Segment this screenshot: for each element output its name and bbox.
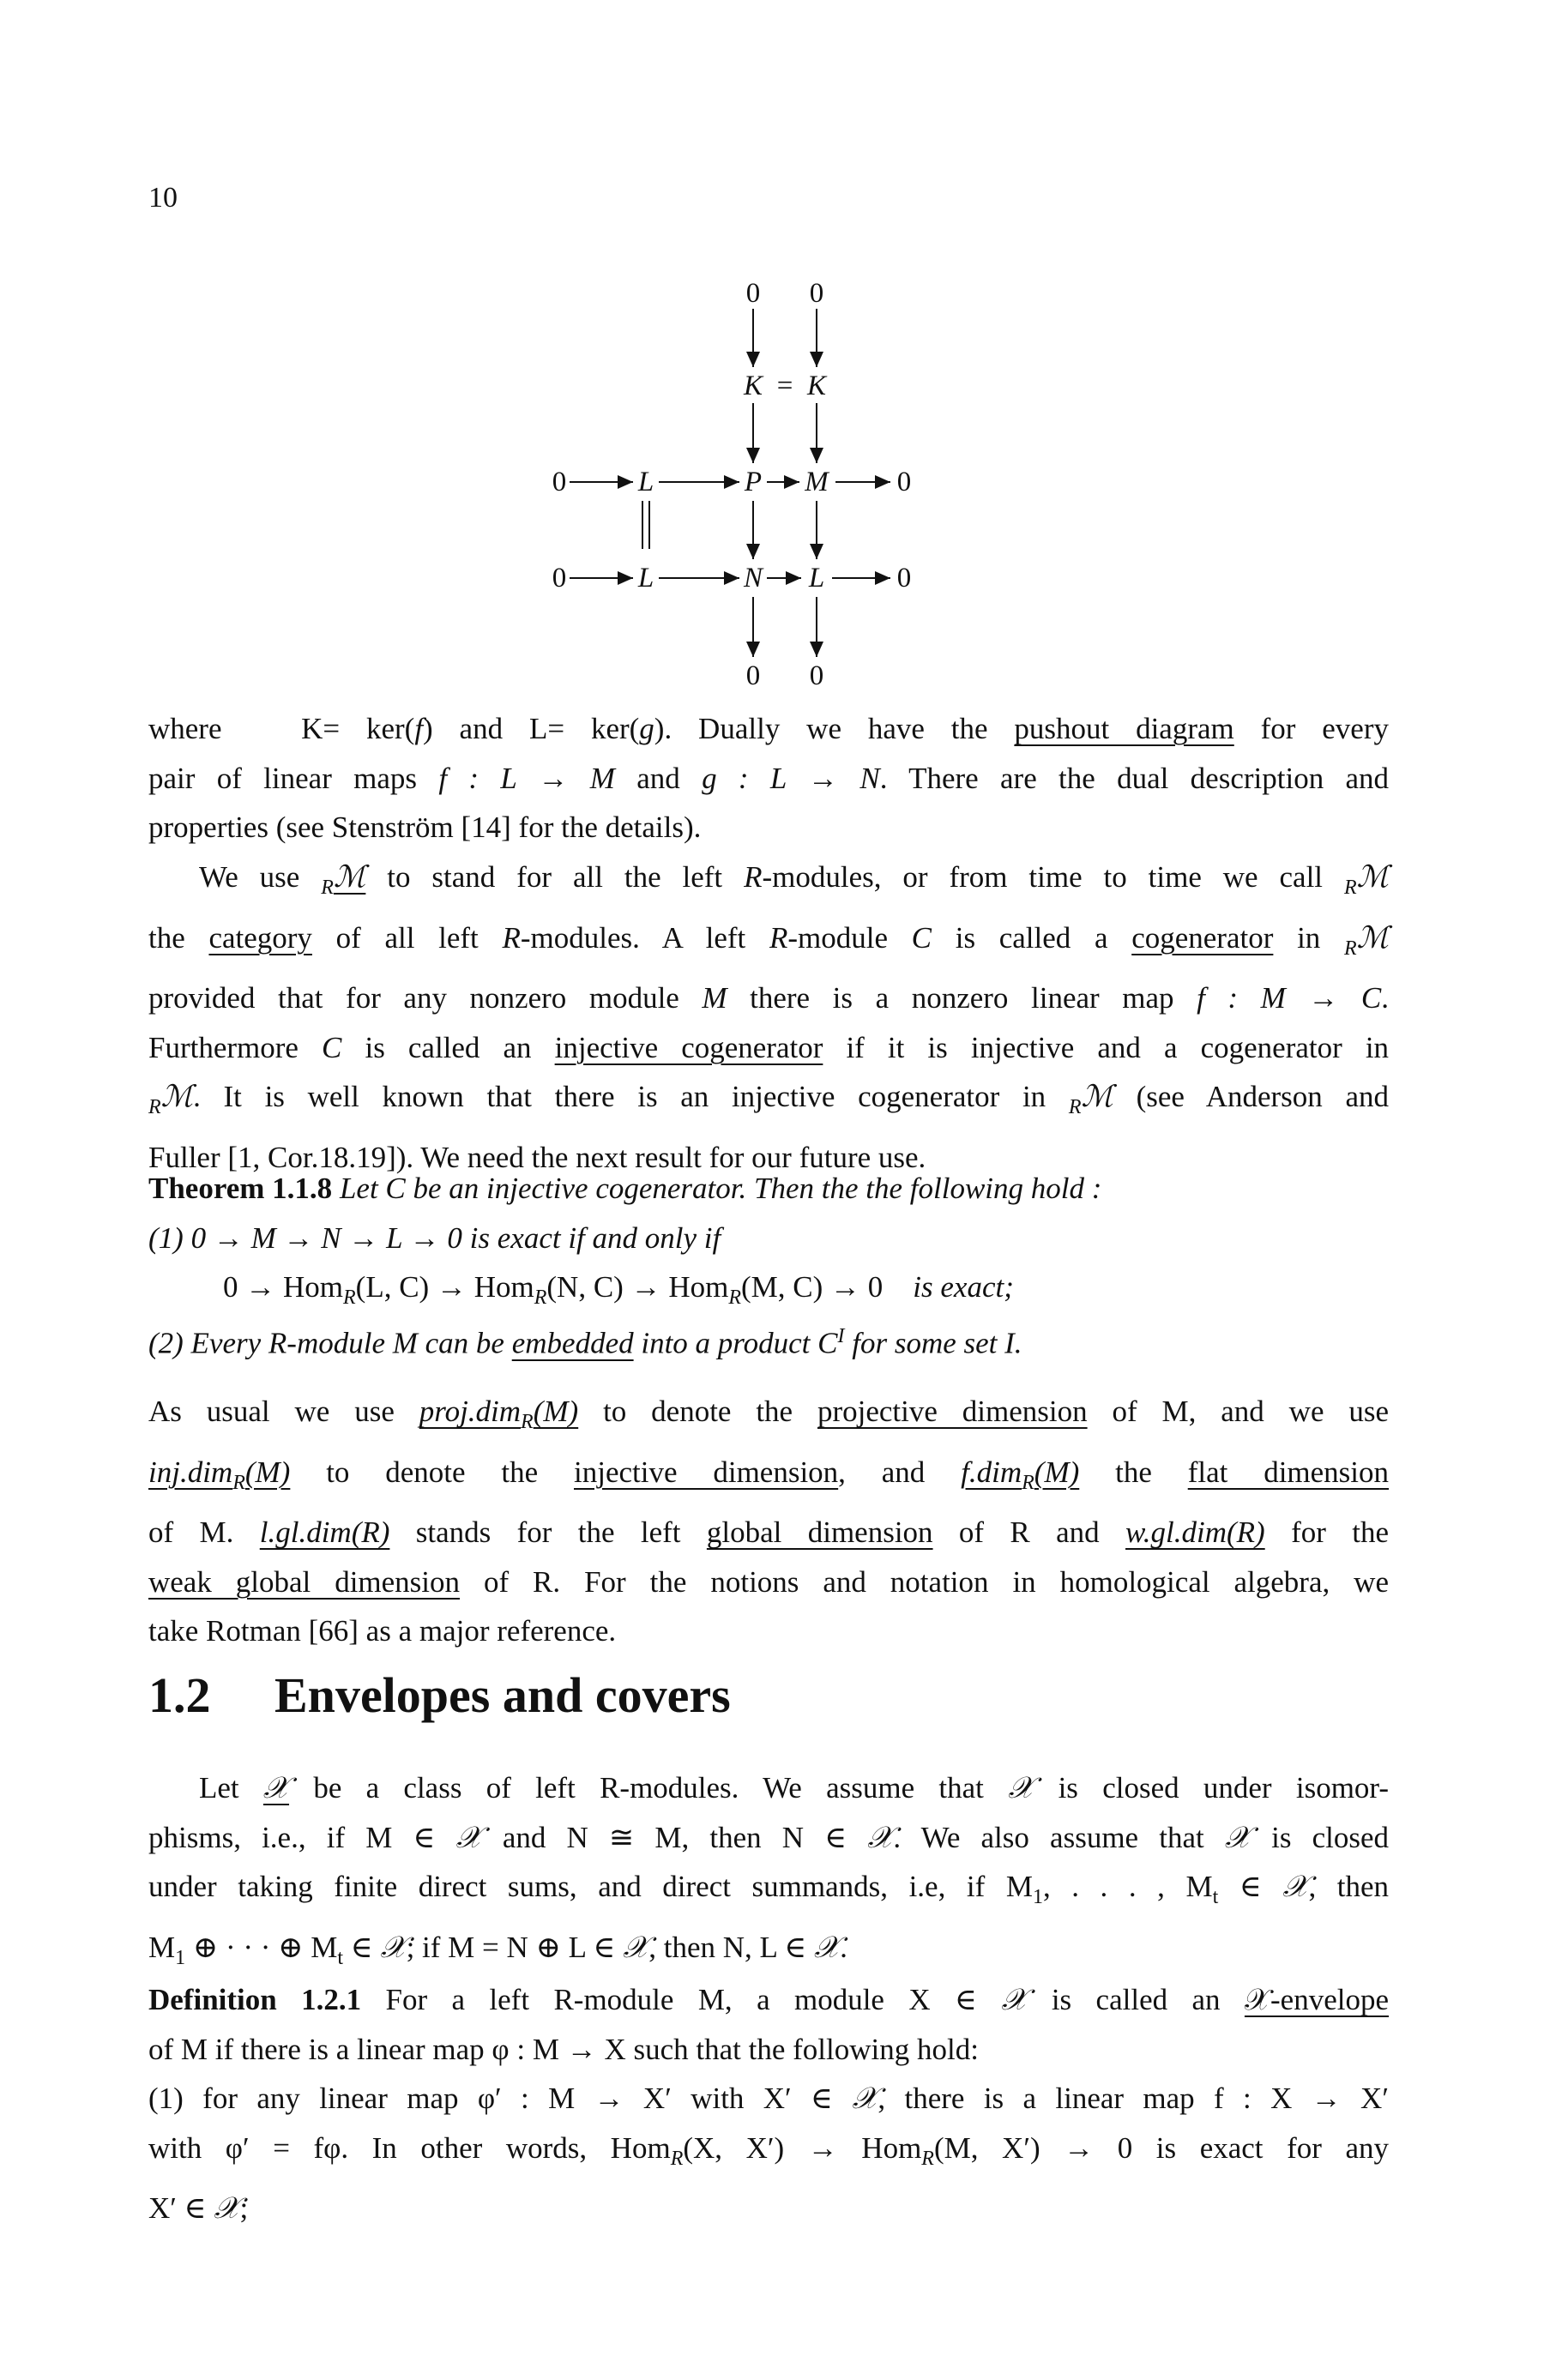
term-weak-global-dimension: weak global dimension <box>148 1564 461 1599</box>
paragraph-class-x: Let 𝒳 be a class of left R-modules. We assume that 𝒳 is closed under isomor- phisms, i.e., if M ∈ 𝒳 and N ≅ M, then N ∈ 𝒳. We also assume that 𝒳 is closed under taking finite direct sums, and direct summands, i.e, if $M_1$, . . . , $M_t$ ∈ 𝒳, then $M_1$ ⊕ · · · ⊕ $M_t$ ∈ 𝒳; if M = N ⊕ L ∈ 𝒳, then N, L ∈ 𝒳. <box>148 1771 1390 1969</box>
diagram-L-row1: L <box>637 467 654 497</box>
term-x-envelope: 𝒳-envelope <box>1244 1983 1390 2016</box>
theorem-hom-sequence: 0 → Hom$_R$(L, C) → Hom$_R$(N, C) → Hom$_R$(M, C) → 0 is exact; <box>223 1270 1014 1309</box>
term-embedded: embedded <box>511 1326 634 1360</box>
definition-label: Definition 1.2.1 <box>148 1983 362 2016</box>
theorem-item-2: (2) Every R-module M can be embedded into a product $C^I$ for some set I. <box>148 1325 1022 1360</box>
diagram-equals: = <box>776 371 793 401</box>
diagram-zero-top-right: 0 <box>809 278 824 309</box>
term-global-dimension: global dimension <box>706 1515 933 1550</box>
commutative-diagram <box>540 257 1021 703</box>
term-cogenerator: cogenerator <box>1131 920 1274 955</box>
diagram-zero-row1-left: 0 <box>552 467 567 497</box>
term-category: category <box>208 920 312 955</box>
paragraph-pushout: where K= ker(f) and L= ker(g). Dually we have the pushout diagram for every pair of linear maps f : L → M and g : L → N. There are the dual description and properties (see Stenström [14] for the details). <box>148 712 1390 845</box>
diagram-zero-top-left: 0 <box>745 278 761 309</box>
section-heading: 1.2 Envelopes and covers <box>148 1667 731 1723</box>
diagram-zero-row2-right: 0 <box>896 563 912 593</box>
term-injective-cogenerator: injective cogenerator <box>554 1030 823 1064</box>
diagram-zero-bottom-left: 0 <box>745 660 761 691</box>
diagram-K-right: K <box>806 371 827 401</box>
diagram-zero-row2-left: 0 <box>552 563 567 593</box>
term-pushout-diagram: pushout diagram <box>1014 712 1234 745</box>
theorem-label: Theorem 1.1.8 <box>148 1172 333 1205</box>
diagram-N: N <box>743 563 763 593</box>
theorem-1-1-8: Theorem 1.1.8 Let C be an injective cogenerator. Then the the following hold : (1) 0 → M → N → L → 0 is exact if and only if <box>148 1172 1102 1255</box>
diagram-zero-bottom-right: 0 <box>809 660 824 691</box>
paragraph-dimensions: As usual we use proj.dim$_R$(M) to denote the projective dimension of M, and we use inj.dim$_R$(M) to denote the injective dimension, and f.dim$_R$(M) the flat dimension of M. l.gl.dim(R) stands for the left global dimension of R and w.gl.dim(R) for the weak global dimension of R. For the notions and notation in homological algebra, we take Rotman [66] as a major reference. <box>148 1395 1390 1648</box>
diagram-K-left: K <box>743 371 763 401</box>
term-flat-dimension: flat dimension <box>1187 1455 1390 1489</box>
term-injective-dimension: injective dimension <box>574 1455 839 1489</box>
diagram-L-row2-right: L <box>808 563 825 593</box>
page-number: 10 <box>148 182 178 214</box>
diagram-L-row2-left: L <box>637 563 654 593</box>
term-projective-dimension: projective dimension <box>817 1395 1088 1428</box>
diagram-P: P <box>744 467 763 497</box>
paragraph-cogenerator: We use $_R$ℳ to stand for all the left R-modules, or from time to time we call $_R$ℳ the category of all left R-modules. A left R-module C is called a cogenerator in $_R$ℳ provided that for any nonzero module M there is a nonzero linear map f : M → C. Furthermore C is called an injective cogenerator if it is injective and a cogenerator in $_R$ℳ. It is well known that there is an injective cogenerator in $_R$ℳ (see Anderson and Fuller [1, Cor.18.19]). We need the next result for our future use. <box>148 860 1390 1174</box>
diagram-zero-row1-right: 0 <box>896 467 912 497</box>
definition-1-2-1: Definition 1.2.1 For a left R-module M, a module X ∈ 𝒳 is called an 𝒳-envelope of M if there is a linear map φ : M → X such that the following hold: (1) for any linear map φ′ : M → X′ with X′ ∈ 𝒳, there is a linear map f : X → X′ with φ′ = fφ. In other words, Hom$_R$(X, X′) → Hom$_R$(M, X′) → 0 is exact for any X′ ∈ 𝒳; <box>148 1983 1390 2226</box>
diagram-M: M <box>805 467 829 497</box>
